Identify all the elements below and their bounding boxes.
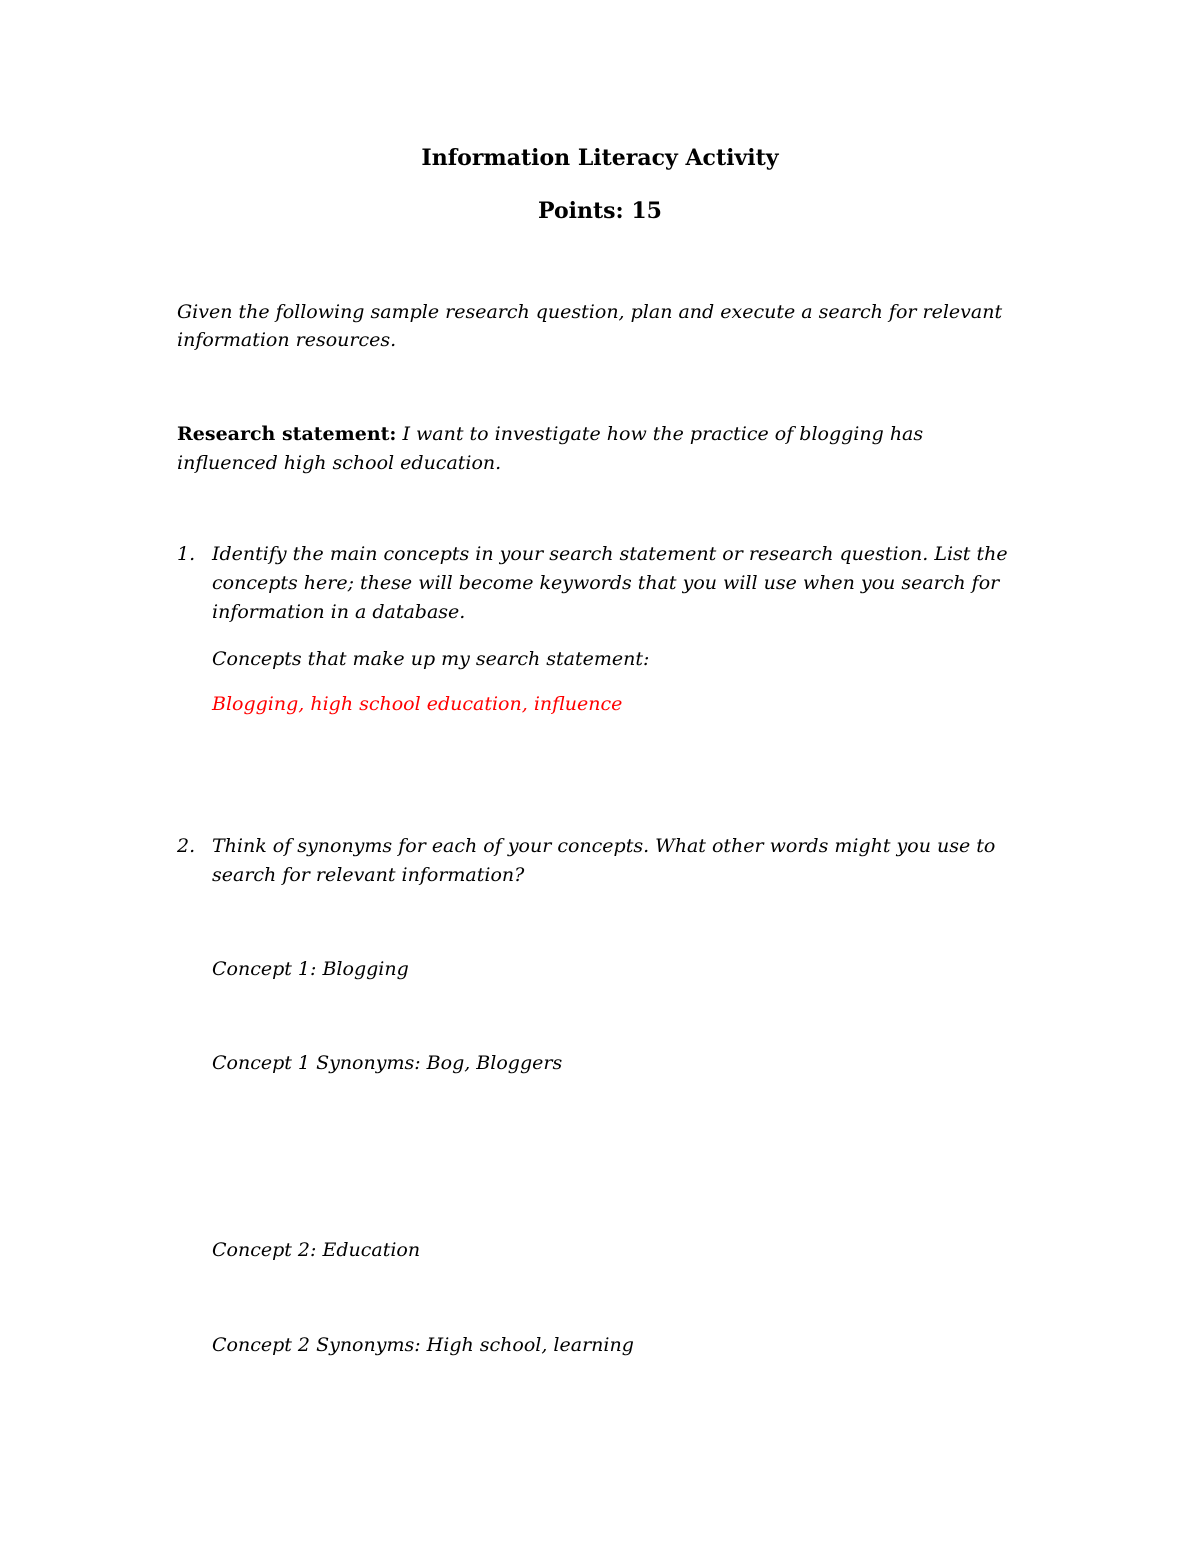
- list-number: 2.: [177, 835, 196, 857]
- question-text: concepts here; these will become keywords that you will use when you search for: [212, 572, 1000, 594]
- intro-line: Given the following sample research question, plan and execute a search for relevant: [177, 301, 1003, 323]
- concept-2: Concept 2: Education: [212, 1239, 421, 1261]
- question-text: search for relevant information?: [212, 864, 525, 886]
- list-number: 1.: [177, 543, 196, 565]
- points-heading: Points: 15: [538, 198, 662, 224]
- concept-2-synonyms: Concept 2 Synonyms: High school, learning: [212, 1334, 634, 1356]
- concept-1-synonyms: Concept 1 Synonyms: Bog, Bloggers: [212, 1052, 563, 1074]
- page-title: Information Literacy Activity: [421, 145, 779, 171]
- research-statement-text: influenced high school education.: [177, 452, 502, 474]
- research-statement-label: Research statement:: [177, 423, 397, 445]
- intro-line: information resources.: [177, 329, 397, 351]
- concept-1: Concept 1: Blogging: [212, 958, 409, 980]
- question-text: Think of synonyms for each of your concepts. What other words might you use to: [212, 835, 996, 857]
- concepts-label: Concepts that make up my search statement:: [212, 648, 650, 670]
- research-statement-line: [177, 420, 923, 449]
- question-text: Identify the main concepts in your search statement or research question. List the: [212, 543, 1008, 565]
- research-statement-text: I want to investigate how the practice of blogging has: [396, 423, 924, 445]
- concepts-answer: Blogging, high school education, influence: [212, 693, 623, 715]
- question-text: information in a database.: [212, 601, 466, 623]
